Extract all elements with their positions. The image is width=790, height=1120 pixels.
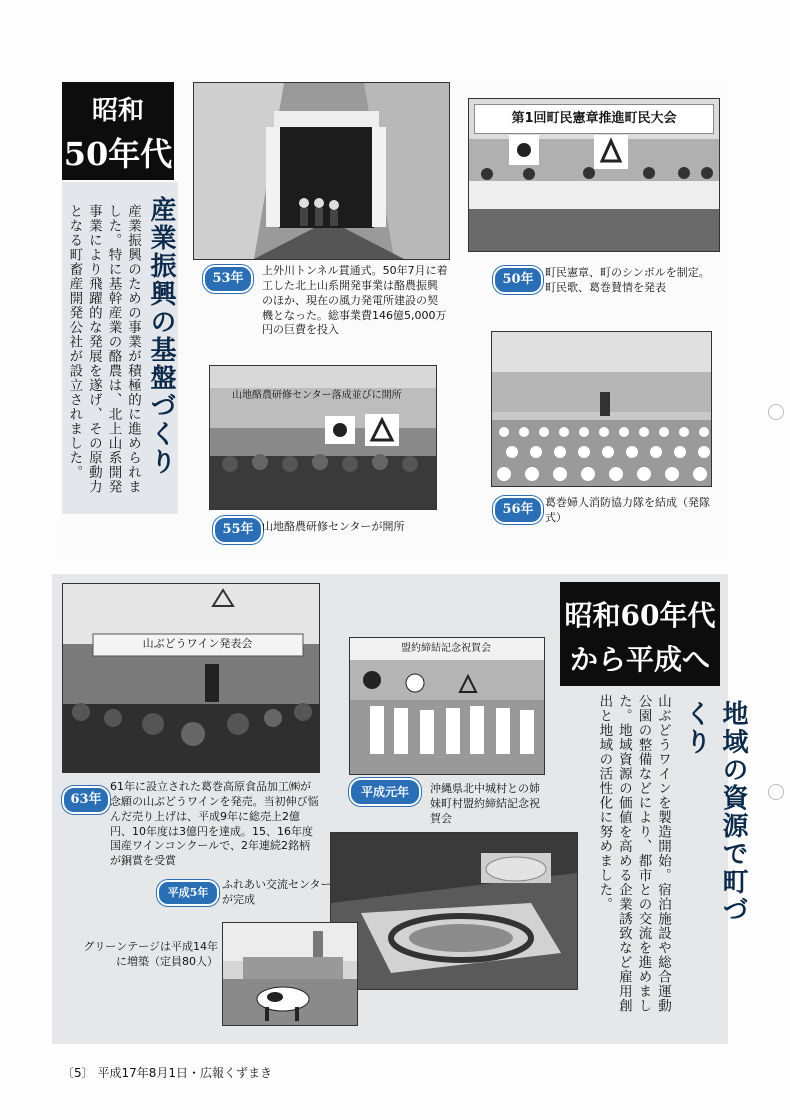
badge-63: 63年: [62, 786, 110, 814]
photo-fire-corps: [491, 331, 712, 487]
badge-53: 53年: [203, 265, 253, 293]
caption-63: 61年に設立された葛巻高原食品加工㈱が念願の山ぶどうワインを発売。当初伸び悩んだ売り上げは、平成9年に総売上2億円、10年度は3億円を達成。15、16年度国産ワインコンクールで、2年連続2銘柄が銅賞を受賞: [110, 780, 319, 868]
photo-green-tage: [222, 922, 358, 1026]
page-footer: 〔5〕 平成17年8月1日・広報くずまき: [62, 1066, 272, 1080]
badge-55: 55年: [213, 516, 263, 544]
caption-green-tage: グリーンテージは平成14年に増築（定員80人）: [83, 940, 218, 968]
era2-line1: 昭和60年代: [564, 599, 716, 632]
badge-heisei-1: 平成元年: [349, 778, 421, 806]
sign-citizen-rally: 第1回町民憲章推進町民大会: [474, 104, 714, 134]
era2-body: 山ぶどうワインを製造開始。宿泊施設や総合運動公園の整備などにより、都市との交流を進めました。地域資源の価値を高める企業誘致など雇用創出と地域の活性化に努めました。: [596, 694, 671, 1013]
badge-56: 56年: [493, 496, 543, 524]
era2-title: 地域の資源で町づくり: [681, 700, 748, 924]
sign-wine-launch: 山ぶどうワイン発表会: [142, 637, 253, 650]
era1-line2: 50年代: [63, 135, 173, 173]
era1-body: 産業振興のための事業が積極的に進められました。特に基幹産業の酪農は、北上山系開発事業により飛躍的な発展を遂げ、その原動力となる町畜産開発公社が設立されました。: [66, 204, 141, 494]
caption-heisei-5: ふれあい交流センターが完成: [222, 878, 332, 906]
caption-55: 山地酪農研修センターが開所: [262, 520, 405, 533]
caption-56: 葛巻婦人消防協力隊を結成（発隊式）: [545, 496, 710, 524]
photo-dairy-center: [209, 365, 437, 510]
photo-tunnel: [193, 82, 450, 260]
photo-wine-launch: [62, 583, 320, 773]
caption-53: 上外川トンネル貫通式。50年7月に着工した北上山系開発事業は酪農振興のほか、現在の風力発電所建設の契機となった。総事業費146億5,000万円の巨費を投入: [262, 264, 448, 337]
badge-50: 50年: [493, 266, 543, 294]
sign-dairy-center: 山地酪農研修センター落成並びに開所: [232, 390, 402, 401]
caption-50: 町民憲章、町のシンボルを制定。町民歌、葛巻賛情を発表: [545, 266, 710, 294]
era1-label: [62, 82, 174, 180]
caption-heisei-1: 沖縄県北中城村との姉妹町村盟約締結記念祝賀会: [430, 782, 540, 825]
era1-title: 産業振興の基盤づくり: [146, 196, 176, 476]
photo-sister-town: [349, 637, 545, 775]
era2-line2: から平成へ: [569, 643, 710, 676]
punch-hole: [768, 784, 784, 800]
sign-sister-town: 盟約締結記念祝賀会: [401, 643, 491, 654]
era2-label: [560, 582, 720, 686]
badge-heisei-5: 平成5年: [157, 880, 219, 906]
photo-sports-park: [330, 832, 578, 990]
era1-line1: 昭和: [91, 96, 144, 126]
punch-hole: [768, 404, 784, 420]
